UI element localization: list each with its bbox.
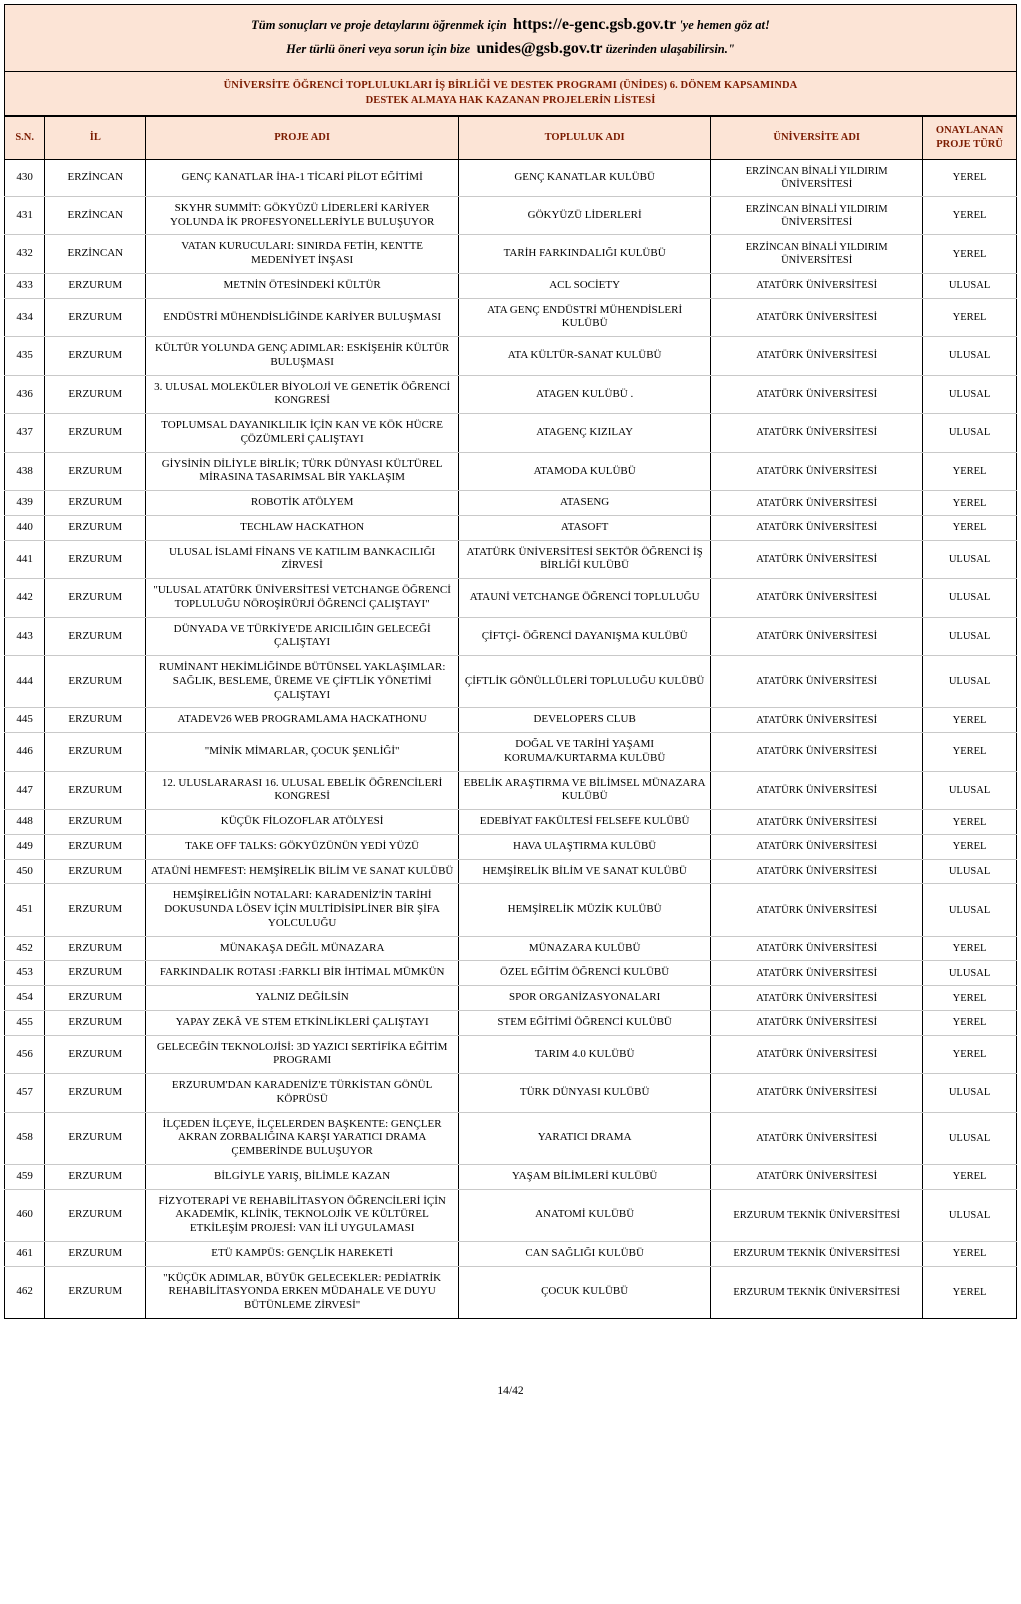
cell-proje-adi: YALNIZ DEĞİLSİN — [146, 986, 459, 1011]
column-header-topluluk-adi: TOPLULUK ADI — [459, 117, 711, 159]
table-row — [5, 617, 1017, 656]
cell-il: ERZURUM — [45, 1164, 146, 1189]
cell-universite-adi: ERZİNCAN BİNALİ YILDIRIM ÜNİVERSİTESİ — [711, 196, 923, 235]
cell-universite-adi: ATATÜRK ÜNİVERSİTESİ — [711, 834, 923, 859]
cell-il: ERZURUM — [45, 733, 146, 772]
document-page — [0, 4, 1021, 1604]
cell-proje-turu: YEREL — [923, 491, 1017, 516]
cell-proje-adi: BİLGİYLE YARIŞ, BİLİMLE KAZAN — [146, 1164, 459, 1189]
cell-sn: 443 — [5, 617, 45, 656]
cell-topluluk-adi: ÇİFTÇİ- ÖĞRENCİ DAYANIŞMA KULÜBÜ — [459, 617, 711, 656]
cell-il: ERZURUM — [45, 515, 146, 540]
cell-sn: 431 — [5, 196, 45, 235]
cell-proje-turu: ULUSAL — [923, 579, 1017, 618]
cell-universite-adi: ATATÜRK ÜNİVERSİTESİ — [711, 1074, 923, 1113]
cell-il: ERZURUM — [45, 771, 146, 810]
table-row — [5, 1266, 1017, 1318]
cell-proje-adi: SKYHR SUMMİT: GÖKYÜZÜ LİDERLERİ KARİYER YOLUNDA İK PROFESYONELLERİYLE BULUŞUYOR — [146, 196, 459, 235]
cell-universite-adi: ERZİNCAN BİNALİ YILDIRIM ÜNİVERSİTESİ — [711, 159, 923, 196]
cell-il: ERZİNCAN — [45, 235, 146, 274]
cell-sn: 442 — [5, 579, 45, 618]
cell-proje-adi: TECHLAW HACKATHON — [146, 515, 459, 540]
bottom-spacer — [0, 1319, 1021, 1367]
cell-il: ERZİNCAN — [45, 159, 146, 196]
cell-topluluk-adi: ATA KÜLTÜR-SANAT KULÜBÜ — [459, 337, 711, 376]
cell-universite-adi: ATATÜRK ÜNİVERSİTESİ — [711, 708, 923, 733]
table-row — [5, 936, 1017, 961]
cell-proje-adi: ATAÜNİ HEMFEST: HEMŞİRELİK BİLİM VE SANAT KULÜBÜ — [146, 859, 459, 884]
cell-universite-adi: ATATÜRK ÜNİVERSİTESİ — [711, 273, 923, 298]
cell-proje-turu: ULUSAL — [923, 859, 1017, 884]
cell-topluluk-adi: ATASOFT — [459, 515, 711, 540]
cell-sn: 454 — [5, 986, 45, 1011]
cell-il: ERZURUM — [45, 1074, 146, 1113]
table-row — [5, 273, 1017, 298]
cell-proje-adi: İLÇEDEN İLÇEYE, İLÇELERDEN BAŞKENTE: GENÇLER AKRAN ZORBALIĞINA KARŞI YARATICI DRAMA ÇEMBERİNDE BULUŞUYOR — [146, 1112, 459, 1164]
cell-topluluk-adi: CAN SAĞLIĞI KULÜBÜ — [459, 1241, 711, 1266]
cell-proje-adi: ATADEV26 WEB PROGRAMLAMA HACKATHONU — [146, 708, 459, 733]
cell-topluluk-adi: HEMŞİRELİK MÜZİK KULÜBÜ — [459, 884, 711, 936]
cell-proje-turu: ULUSAL — [923, 414, 1017, 453]
cell-il: ERZURUM — [45, 375, 146, 414]
column-header-universite-adi: ÜNİVERSİTE ADI — [711, 117, 923, 159]
table-row — [5, 708, 1017, 733]
cell-topluluk-adi: ACL SOCİETY — [459, 273, 711, 298]
column-header-sn: S.N. — [5, 117, 45, 159]
cell-sn: 455 — [5, 1010, 45, 1035]
cell-il: ERZURUM — [45, 452, 146, 491]
cell-sn: 456 — [5, 1035, 45, 1074]
column-header-il: İL — [45, 117, 146, 159]
table-row — [5, 375, 1017, 414]
cell-topluluk-adi: HAVA ULAŞTIRMA KULÜBÜ — [459, 834, 711, 859]
table-header — [5, 117, 1017, 159]
cell-proje-adi: FİZYOTERAPİ VE REHABİLİTASYON ÖĞRENCİLERİ İÇİN AKADEMİK, KLİNİK, TEKNOLOJİK VE KÜLTÜREL ETKİLEŞİM PROJESİ: VAN İLİ UYGULAMASI — [146, 1189, 459, 1241]
cell-topluluk-adi: ATAGEN KULÜBÜ . — [459, 375, 711, 414]
cell-proje-adi: ERZURUM'DAN KARADENİZ'E TÜRKİSTAN GÖNÜL KÖPRÜSÜ — [146, 1074, 459, 1113]
banner-line-1-text-b: 'ye hemen göz at! — [679, 18, 770, 32]
cell-sn: 430 — [5, 159, 45, 196]
cell-il: ERZURUM — [45, 540, 146, 579]
cell-proje-turu: ULUSAL — [923, 375, 1017, 414]
cell-il: ERZURUM — [45, 617, 146, 656]
cell-proje-adi: KÜLTÜR YOLUNDA GENÇ ADIMLAR: ESKİŞEHİR KÜLTÜR BULUŞMASI — [146, 337, 459, 376]
banner-line-1-text-a: Tüm sonuçları ve proje detaylarını öğrenmek için — [251, 18, 507, 32]
table-row — [5, 810, 1017, 835]
cell-proje-turu: YEREL — [923, 298, 1017, 337]
cell-proje-turu: YEREL — [923, 834, 1017, 859]
cell-sn: 435 — [5, 337, 45, 376]
cell-il: ERZURUM — [45, 834, 146, 859]
cell-topluluk-adi: DOĞAL VE TARİHİ YAŞAMI KORUMA/KURTARMA KULÜBÜ — [459, 733, 711, 772]
table-row — [5, 515, 1017, 540]
cell-universite-adi: ERZURUM TEKNİK ÜNİVERSİTESİ — [711, 1189, 923, 1241]
cell-universite-adi: ATATÜRK ÜNİVERSİTESİ — [711, 986, 923, 1011]
cell-topluluk-adi: ATAGENÇ KIZILAY — [459, 414, 711, 453]
cell-proje-adi: ROBOTİK ATÖLYEM — [146, 491, 459, 516]
cell-proje-turu: ULUSAL — [923, 617, 1017, 656]
page-title-line-2: DESTEK ALMAYA HAK KAZANAN PROJELERİN LİSTESİ — [365, 95, 656, 107]
cell-universite-adi: ATATÜRK ÜNİVERSİTESİ — [711, 617, 923, 656]
table-row — [5, 196, 1017, 235]
cell-topluluk-adi: EDEBİYAT FAKÜLTESİ FELSEFE KULÜBÜ — [459, 810, 711, 835]
table-row — [5, 859, 1017, 884]
cell-proje-turu: YEREL — [923, 1266, 1017, 1318]
cell-proje-turu: YEREL — [923, 1010, 1017, 1035]
cell-topluluk-adi: EBELİK ARAŞTIRMA VE BİLİMSEL MÜNAZARA KULÜBÜ — [459, 771, 711, 810]
cell-sn: 446 — [5, 733, 45, 772]
table-row — [5, 834, 1017, 859]
column-header-proje-adi: PROJE ADI — [146, 117, 459, 159]
cell-il: ERZURUM — [45, 936, 146, 961]
cell-proje-adi: VATAN KURUCULARI: SINIRDA FETİH, KENTTE MEDENİYET İNŞASI — [146, 235, 459, 274]
cell-il: ERZURUM — [45, 708, 146, 733]
table-row — [5, 986, 1017, 1011]
cell-proje-adi: "ULUSAL ATATÜRK ÜNİVERSİTESİ VETCHANGE ÖĞRENCİ TOPLULUĞU NÖROŞİRÜRJİ ÖĞRENCİ ÇALIŞTAYI" — [146, 579, 459, 618]
cell-il: ERZURUM — [45, 1189, 146, 1241]
cell-sn: 441 — [5, 540, 45, 579]
cell-topluluk-adi: ATATÜRK ÜNİVERSİTESİ SEKTÖR ÖĞRENCİ İŞ BİRLİĞİ KULÜBÜ — [459, 540, 711, 579]
cell-topluluk-adi: ATA GENÇ ENDÜSTRİ MÜHENDİSLERİ KULÜBÜ — [459, 298, 711, 337]
table-row — [5, 656, 1017, 708]
cell-universite-adi: ATATÜRK ÜNİVERSİTESİ — [711, 733, 923, 772]
cell-topluluk-adi: ÇİFTLİK GÖNÜLLÜLERİ TOPLULUĞU KULÜBÜ — [459, 656, 711, 708]
cell-il: ERZURUM — [45, 1241, 146, 1266]
table-row — [5, 884, 1017, 936]
cell-universite-adi: ATATÜRK ÜNİVERSİTESİ — [711, 491, 923, 516]
cell-proje-turu: YEREL — [923, 515, 1017, 540]
cell-proje-adi: TAKE OFF TALKS: GÖKYÜZÜNÜN YEDİ YÜZÜ — [146, 834, 459, 859]
cell-proje-turu: ULUSAL — [923, 961, 1017, 986]
cell-proje-turu: ULUSAL — [923, 337, 1017, 376]
cell-universite-adi: ATATÜRK ÜNİVERSİTESİ — [711, 375, 923, 414]
table-row — [5, 1241, 1017, 1266]
cell-sn: 453 — [5, 961, 45, 986]
cell-proje-turu: YEREL — [923, 235, 1017, 274]
cell-il: ERZURUM — [45, 986, 146, 1011]
cell-topluluk-adi: SPOR ORGANİZASYONALARI — [459, 986, 711, 1011]
cell-sn: 457 — [5, 1074, 45, 1113]
cell-proje-adi: KÜÇÜK FİLOZOFLAR ATÖLYESİ — [146, 810, 459, 835]
table-body — [5, 159, 1017, 1318]
cell-sn: 450 — [5, 859, 45, 884]
cell-universite-adi: ATATÜRK ÜNİVERSİTESİ — [711, 414, 923, 453]
page-number: 14/42 — [497, 1384, 524, 1397]
banner-line-1 — [15, 13, 1006, 37]
cell-sn: 444 — [5, 656, 45, 708]
column-header-proje-turu-line-2: PROJE TÜRÜ — [936, 139, 1003, 151]
table-row — [5, 1074, 1017, 1113]
banner-line-2-text-a: Her türlü öneri veya sorun için bize — [286, 42, 471, 56]
cell-topluluk-adi: HEMŞİRELİK BİLİM VE SANAT KULÜBÜ — [459, 859, 711, 884]
banner-website-link[interactable]: https://e-genc.gsb.gov.tr — [512, 16, 677, 33]
cell-il: ERZURUM — [45, 337, 146, 376]
cell-proje-adi: HEMŞİRELİĞİN NOTALARI: KARADENİZ'İN TARİHİ DOKUSUNDA LÖSEV İÇİN MULTİDİSİPLİNER BİR ŞİFA YOLCULUĞU — [146, 884, 459, 936]
cell-proje-turu: ULUSAL — [923, 656, 1017, 708]
table-row — [5, 771, 1017, 810]
cell-topluluk-adi: TÜRK DÜNYASI KULÜBÜ — [459, 1074, 711, 1113]
cell-sn: 462 — [5, 1266, 45, 1318]
cell-proje-turu: ULUSAL — [923, 1074, 1017, 1113]
cell-proje-adi: ENDÜSTRİ MÜHENDİSLİĞİNDE KARİYER BULUŞMASI — [146, 298, 459, 337]
cell-il: ERZURUM — [45, 414, 146, 453]
cell-universite-adi: ATATÜRK ÜNİVERSİTESİ — [711, 936, 923, 961]
cell-proje-adi: TOPLUMSAL DAYANIKLILIK İÇİN KAN VE KÖK HÜCRE ÇÖZÜMLERİ ÇALIŞTAYI — [146, 414, 459, 453]
cell-proje-turu: YEREL — [923, 936, 1017, 961]
cell-proje-turu: YEREL — [923, 810, 1017, 835]
table-row — [5, 235, 1017, 274]
cell-proje-adi: METNİN ÖTESİNDEKİ KÜLTÜR — [146, 273, 459, 298]
cell-universite-adi: ATATÜRK ÜNİVERSİTESİ — [711, 1164, 923, 1189]
cell-proje-turu: YEREL — [923, 159, 1017, 196]
cell-universite-adi: ATATÜRK ÜNİVERSİTESİ — [711, 540, 923, 579]
cell-proje-adi: "KÜÇÜK ADIMLAR, BÜYÜK GELECEKLER: PEDİATRİK REHABİLİTASYONDA ERKEN MÜDAHALE VE DUYU BÜTÜNLEME ZİRVESİ" — [146, 1266, 459, 1318]
cell-topluluk-adi: GENÇ KANATLAR KULÜBÜ — [459, 159, 711, 196]
cell-sn: 433 — [5, 273, 45, 298]
projects-table — [4, 116, 1017, 1319]
cell-proje-adi: 3. ULUSAL MOLEKÜLER BİYOLOJİ VE GENETİK ÖĞRENCİ KONGRESİ — [146, 375, 459, 414]
table-row — [5, 452, 1017, 491]
table-row — [5, 1112, 1017, 1164]
cell-il: ERZURUM — [45, 961, 146, 986]
cell-universite-adi: ATATÜRK ÜNİVERSİTESİ — [711, 884, 923, 936]
cell-sn: 461 — [5, 1241, 45, 1266]
cell-proje-adi: GENÇ KANATLAR İHA-1 TİCARİ PİLOT EĞİTİMİ — [146, 159, 459, 196]
cell-topluluk-adi: ATASENG — [459, 491, 711, 516]
cell-topluluk-adi: STEM EĞİTİMİ ÖĞRENCİ KULÜBÜ — [459, 1010, 711, 1035]
cell-proje-adi: YAPAY ZEKÂ VE STEM ETKİNLİKLERİ ÇALIŞTAYI — [146, 1010, 459, 1035]
cell-il: ERZURUM — [45, 656, 146, 708]
banner-email-link[interactable]: unides@gsb.gov.tr — [476, 40, 603, 57]
cell-sn: 448 — [5, 810, 45, 835]
cell-sn: 460 — [5, 1189, 45, 1241]
cell-topluluk-adi: ATAMODA KULÜBÜ — [459, 452, 711, 491]
cell-universite-adi: ATATÜRK ÜNİVERSİTESİ — [711, 337, 923, 376]
cell-universite-adi: ATATÜRK ÜNİVERSİTESİ — [711, 298, 923, 337]
cell-universite-adi: ATATÜRK ÜNİVERSİTESİ — [711, 579, 923, 618]
cell-universite-adi: ERZURUM TEKNİK ÜNİVERSİTESİ — [711, 1241, 923, 1266]
banner-line-2-text-b: üzerinden ulaşabilirsin." — [605, 42, 735, 56]
cell-topluluk-adi: ATAUNİ VETCHANGE ÖĞRENCİ TOPLULUĞU — [459, 579, 711, 618]
column-header-proje-turu — [923, 117, 1017, 159]
cell-sn: 459 — [5, 1164, 45, 1189]
table-row — [5, 540, 1017, 579]
page-footer — [0, 1367, 1021, 1407]
cell-proje-adi: ULUSAL İSLAMİ FİNANS VE KATILIM BANKACILIĞI ZİRVESİ — [146, 540, 459, 579]
cell-universite-adi: ATATÜRK ÜNİVERSİTESİ — [711, 515, 923, 540]
table-row — [5, 733, 1017, 772]
cell-proje-turu: YEREL — [923, 1241, 1017, 1266]
page-title-line-1: ÜNİVERSİTE ÖĞRENCİ TOPLULUKLARI İŞ BİRLİĞİ VE DESTEK PROGRAMI (ÜNİDES) 6. DÖNEM KAPSAMINDA — [223, 80, 798, 91]
cell-universite-adi: ATATÜRK ÜNİVERSİTESİ — [711, 1035, 923, 1074]
cell-sn: 449 — [5, 834, 45, 859]
cell-universite-adi: ATATÜRK ÜNİVERSİTESİ — [711, 961, 923, 986]
cell-proje-adi: DÜNYADA VE TÜRKİYE'DE ARICILIĞIN GELECEĞİ ÇALIŞTAYI — [146, 617, 459, 656]
cell-il: ERZURUM — [45, 810, 146, 835]
cell-universite-adi: ERZİNCAN BİNALİ YILDIRIM ÜNİVERSİTESİ — [711, 235, 923, 274]
cell-universite-adi: ATATÜRK ÜNİVERSİTESİ — [711, 771, 923, 810]
cell-universite-adi: ATATÜRK ÜNİVERSİTESİ — [711, 810, 923, 835]
cell-proje-adi: 12. ULUSLARARASI 16. ULUSAL EBELİK ÖĞRENCİLERİ KONGRESİ — [146, 771, 459, 810]
cell-il: ERZURUM — [45, 491, 146, 516]
cell-sn: 432 — [5, 235, 45, 274]
cell-il: ERZURUM — [45, 1035, 146, 1074]
cell-universite-adi: ATATÜRK ÜNİVERSİTESİ — [711, 1112, 923, 1164]
document-title — [4, 72, 1017, 116]
info-banner — [4, 4, 1017, 72]
cell-topluluk-adi: YARATICI DRAMA — [459, 1112, 711, 1164]
cell-proje-turu: YEREL — [923, 196, 1017, 235]
table-row — [5, 961, 1017, 986]
table-row — [5, 1010, 1017, 1035]
cell-topluluk-adi: MÜNAZARA KULÜBÜ — [459, 936, 711, 961]
cell-proje-turu: YEREL — [923, 733, 1017, 772]
table-row — [5, 1164, 1017, 1189]
cell-universite-adi: ATATÜRK ÜNİVERSİTESİ — [711, 452, 923, 491]
cell-proje-turu: YEREL — [923, 708, 1017, 733]
cell-sn: 458 — [5, 1112, 45, 1164]
cell-proje-adi: FARKINDALIK ROTASI :FARKLI BİR İHTİMAL MÜMKÜN — [146, 961, 459, 986]
cell-universite-adi: ATATÜRK ÜNİVERSİTESİ — [711, 656, 923, 708]
cell-proje-adi: "MİNİK MİMARLAR, ÇOCUK ŞENLİĞİ" — [146, 733, 459, 772]
cell-il: ERZURUM — [45, 579, 146, 618]
cell-topluluk-adi: TARIM 4.0 KULÜBÜ — [459, 1035, 711, 1074]
cell-proje-adi: GELECEĞİN TEKNOLOJİSİ: 3D YAZICI SERTİFİKA EĞİTİM PROGRAMI — [146, 1035, 459, 1074]
cell-sn: 438 — [5, 452, 45, 491]
cell-topluluk-adi: ÇOCUK KULÜBÜ — [459, 1266, 711, 1318]
table-row — [5, 491, 1017, 516]
cell-proje-adi: GİYSİNİN DİLİYLE BİRLİK; TÜRK DÜNYASI KÜLTÜREL MİRASINA TASARIMSAL BİR YAKLAŞIM — [146, 452, 459, 491]
cell-proje-turu: ULUSAL — [923, 1112, 1017, 1164]
table-row — [5, 414, 1017, 453]
table-row — [5, 159, 1017, 196]
cell-sn: 451 — [5, 884, 45, 936]
table-header-row — [5, 117, 1017, 159]
cell-proje-turu: YEREL — [923, 452, 1017, 491]
cell-proje-adi: ETÜ KAMPÜS: GENÇLİK HAREKETİ — [146, 1241, 459, 1266]
cell-il: ERZURUM — [45, 859, 146, 884]
cell-sn: 436 — [5, 375, 45, 414]
cell-proje-turu: ULUSAL — [923, 1189, 1017, 1241]
table-row — [5, 337, 1017, 376]
cell-il: ERZURUM — [45, 298, 146, 337]
cell-sn: 440 — [5, 515, 45, 540]
cell-proje-adi: MÜNAKAŞA DEĞİL MÜNAZARA — [146, 936, 459, 961]
cell-il: ERZURUM — [45, 1010, 146, 1035]
cell-proje-turu: YEREL — [923, 1164, 1017, 1189]
cell-universite-adi: ATATÜRK ÜNİVERSİTESİ — [711, 859, 923, 884]
table-row — [5, 1189, 1017, 1241]
cell-sn: 452 — [5, 936, 45, 961]
cell-universite-adi: ATATÜRK ÜNİVERSİTESİ — [711, 1010, 923, 1035]
cell-il: ERZURUM — [45, 1112, 146, 1164]
cell-sn: 439 — [5, 491, 45, 516]
cell-proje-turu: ULUSAL — [923, 771, 1017, 810]
cell-il: ERZİNCAN — [45, 196, 146, 235]
cell-sn: 447 — [5, 771, 45, 810]
cell-proje-turu: YEREL — [923, 986, 1017, 1011]
cell-il: ERZURUM — [45, 1266, 146, 1318]
cell-topluluk-adi: TARİH FARKINDALIĞI KULÜBÜ — [459, 235, 711, 274]
cell-il: ERZURUM — [45, 273, 146, 298]
cell-sn: 434 — [5, 298, 45, 337]
column-header-proje-turu-line-1: ONAYLANAN — [935, 125, 1004, 137]
cell-topluluk-adi: GÖKYÜZÜ LİDERLERİ — [459, 196, 711, 235]
cell-proje-turu: ULUSAL — [923, 540, 1017, 579]
table-row — [5, 298, 1017, 337]
cell-sn: 445 — [5, 708, 45, 733]
cell-sn: 437 — [5, 414, 45, 453]
cell-topluluk-adi: DEVELOPERS CLUB — [459, 708, 711, 733]
cell-il: ERZURUM — [45, 884, 146, 936]
cell-topluluk-adi: YAŞAM BİLİMLERİ KULÜBÜ — [459, 1164, 711, 1189]
banner-line-2 — [15, 37, 1006, 61]
cell-proje-turu: ULUSAL — [923, 884, 1017, 936]
table-row — [5, 1035, 1017, 1074]
cell-universite-adi: ERZURUM TEKNİK ÜNİVERSİTESİ — [711, 1266, 923, 1318]
cell-proje-adi: RUMİNANT HEKİMLİĞİNDE BÜTÜNSEL YAKLAŞIMLAR: SAĞLIK, BESLEME, ÜREME VE ÇİFTLİK YÖNETİMİ ÇALIŞTAYI — [146, 656, 459, 708]
cell-topluluk-adi: ANATOMİ KULÜBÜ — [459, 1189, 711, 1241]
cell-proje-turu: YEREL — [923, 1035, 1017, 1074]
cell-topluluk-adi: ÖZEL EĞİTİM ÖĞRENCİ KULÜBÜ — [459, 961, 711, 986]
cell-proje-turu: ULUSAL — [923, 273, 1017, 298]
table-row — [5, 579, 1017, 618]
